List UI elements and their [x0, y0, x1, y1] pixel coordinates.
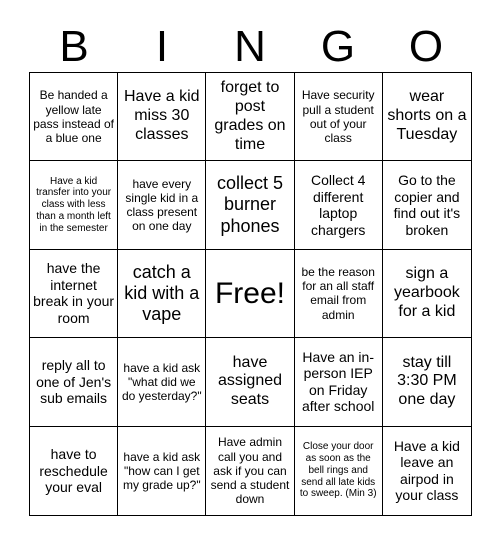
bingo-cell-r5c1[interactable]	[30, 427, 118, 515]
bingo-cell-r3c1[interactable]	[30, 250, 118, 338]
bingo-cell-text: Have a kid leave an airpod in your class	[393, 437, 460, 504]
bingo-cell-r2c4[interactable]	[295, 161, 383, 249]
bingo-cell-r3c4[interactable]	[295, 250, 383, 338]
bingo-cell-r2c1[interactable]	[30, 161, 118, 249]
bingo-cell-text: Be handed a yellow late pass instead of a blue one	[33, 88, 114, 145]
bingo-cell-text: be the reason for an all staff email from admin	[301, 265, 375, 322]
bingo-cell-text: stay till 3:30 PM one day	[397, 353, 457, 409]
bingo-cell-text: sign a yearbook for a kid	[393, 265, 460, 320]
bingo-cell-r4c3[interactable]	[206, 338, 294, 426]
header-letter-i: I	[155, 22, 169, 71]
bingo-cell-text: collect 5 burner phones	[216, 173, 284, 236]
bingo-cell-r1c2[interactable]	[118, 73, 206, 161]
header-letter-n: N	[234, 22, 266, 71]
bingo-cell-text: have every single kid in a class present on one day	[125, 176, 199, 234]
bingo-cell-text: Have a kid transfer into your class with less than a month left in the semester	[36, 175, 112, 234]
bingo-cell-text: have assigned seats	[217, 353, 283, 409]
bingo-grid	[29, 72, 472, 516]
bingo-cell-text: Have a kid miss 30 classes	[123, 88, 200, 144]
header-letter-b: B	[59, 22, 89, 71]
bingo-cell-text: have to reschedule your eval	[39, 446, 108, 496]
bingo-cell-r2c3[interactable]	[206, 161, 294, 249]
bingo-cell-r5c5[interactable]	[383, 427, 471, 515]
bingo-cell-r4c2[interactable]	[118, 338, 206, 426]
bingo-cell-text: have the internet break in your room	[33, 260, 115, 326]
bingo-cell-r5c4[interactable]	[295, 427, 383, 515]
bingo-cell-text: Have security pull a student out of your class	[301, 88, 375, 145]
bingo-cell-text: have a kid ask "what did we do yesterday?"	[121, 360, 202, 403]
bingo-cell-r5c2[interactable]	[118, 427, 206, 515]
bingo-header	[30, 22, 470, 72]
bingo-cell-r2c2[interactable]	[118, 161, 206, 249]
bingo-cell-text: have a kid ask "how can I get my grade up?"	[122, 449, 201, 492]
bingo-cell-text: Free!	[214, 276, 285, 310]
bingo-cell-text: Have an in-person IEP on Friday after school	[302, 348, 375, 415]
bingo-cell-r5c3[interactable]	[206, 427, 294, 515]
bingo-cell-text: Have admin call you and ask if you can send a student down	[210, 435, 290, 507]
bingo-cell-r4c1[interactable]	[30, 338, 118, 426]
bingo-cell-r1c3[interactable]	[206, 73, 294, 161]
bingo-cell-r1c5[interactable]	[383, 73, 471, 161]
bingo-cell-r3c5[interactable]	[383, 250, 471, 338]
bingo-cell-r1c1[interactable]	[30, 73, 118, 161]
bingo-cell-text: Close your door as soon as the bell rings and send all late kids to sweep. (Min 3)	[299, 441, 377, 500]
bingo-cell-text: Collect 4 different laptop chargers	[310, 172, 366, 238]
bingo-cell-r1c4[interactable]	[295, 73, 383, 161]
bingo-cell-text: Go to the copier and find out it's broken	[393, 172, 461, 238]
bingo-cell-r2c5[interactable]	[383, 161, 471, 249]
header-letter-g: G	[320, 22, 356, 71]
bingo-cell-text: catch a kid with a vape	[124, 261, 200, 325]
bingo-cell-free[interactable]	[206, 250, 294, 338]
bingo-cell-text: wear shorts on a Tuesday	[387, 88, 467, 144]
bingo-cell-text: forget to post grades on time	[214, 78, 286, 153]
bingo-cell-r4c4[interactable]	[295, 338, 383, 426]
header-letter-o: O	[408, 22, 444, 71]
bingo-cell-r4c5[interactable]	[383, 338, 471, 426]
bingo-cell-text: reply all to one of Jen's sub emails	[36, 357, 112, 407]
bingo-cell-r3c2[interactable]	[118, 250, 206, 338]
